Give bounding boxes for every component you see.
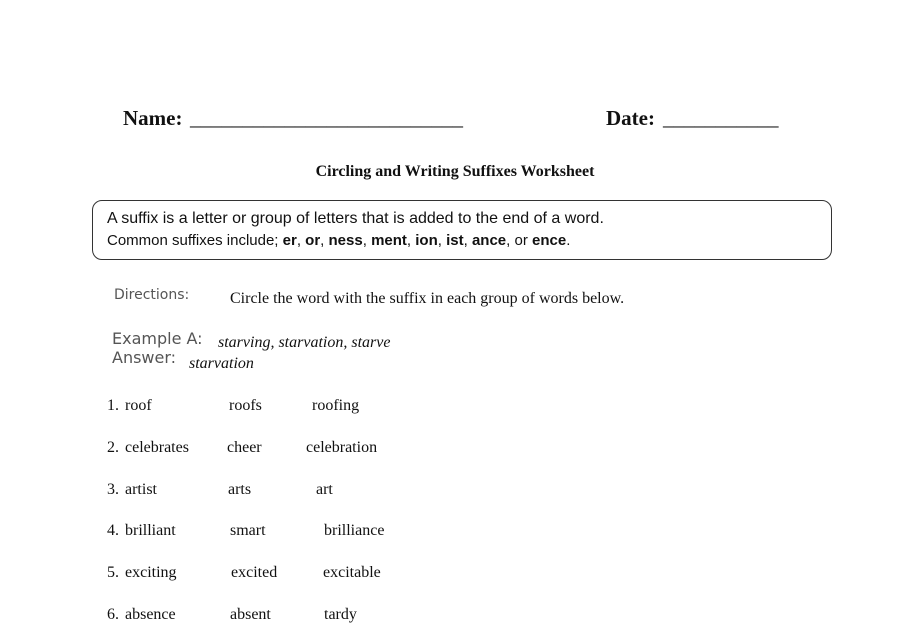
- question-number: 3.: [107, 481, 119, 498]
- suffix-item: ment: [371, 232, 407, 249]
- suffix-info-box: [92, 200, 832, 260]
- word-option[interactable]: brilliant: [125, 522, 176, 539]
- word-option[interactable]: absent: [230, 606, 271, 623]
- date-blank[interactable]: ___________: [663, 106, 779, 130]
- question-number: 2.: [107, 439, 119, 456]
- word-option[interactable]: absence: [125, 606, 176, 623]
- word-option[interactable]: artist: [125, 481, 157, 498]
- directions-text: Circle the word with the suffix in each group of words below.: [230, 290, 625, 307]
- word-option[interactable]: exciting: [125, 564, 177, 581]
- word-option[interactable]: art: [316, 481, 333, 498]
- word-option[interactable]: celebration: [306, 439, 378, 456]
- common-suffixes-prefix: Common suffixes include;: [107, 232, 283, 249]
- name-blank[interactable]: __________________________: [190, 106, 463, 130]
- name-label: Name:: [123, 106, 183, 130]
- question-number: 1.: [107, 397, 119, 414]
- word-option[interactable]: roofs: [229, 397, 262, 414]
- suffix-item: ance: [471, 232, 507, 249]
- example-answer: starvation: [189, 355, 254, 372]
- directions-label: Directions:: [114, 287, 190, 303]
- suffix-item: ist: [446, 232, 464, 249]
- word-option[interactable]: excitable: [323, 564, 381, 581]
- suffix-item: ness: [328, 232, 363, 249]
- word-option[interactable]: cheer: [227, 439, 262, 456]
- example-words: starving, starvation, starve: [218, 334, 391, 351]
- worksheet-title: Circling and Writing Suffixes Worksheet: [315, 163, 595, 180]
- suffix-definition: A suffix is a letter or group of letters that is added to the end of a word.: [107, 210, 604, 227]
- question-number: 5.: [107, 564, 119, 581]
- date-label: Date:: [606, 106, 655, 130]
- line-end: .: [566, 232, 571, 249]
- word-option[interactable]: brilliance: [324, 522, 385, 539]
- word-option[interactable]: roofing: [312, 397, 360, 414]
- suffix-item: ence: [532, 232, 567, 249]
- word-option[interactable]: arts: [228, 481, 252, 498]
- word-option[interactable]: smart: [230, 522, 266, 539]
- word-option[interactable]: tardy: [324, 606, 357, 623]
- word-option[interactable]: roof: [125, 397, 152, 414]
- question-number: 6.: [107, 606, 119, 623]
- question-number: 4.: [107, 522, 119, 539]
- word-option[interactable]: celebrates: [125, 439, 189, 456]
- suffix-item: ion: [415, 232, 438, 249]
- common-suffixes-line: Common suffixes include; er, or, ness, ment, ion, ist, ance, or ence.: [107, 232, 571, 249]
- suffix-item: er: [282, 232, 297, 249]
- suffix-or: or: [514, 232, 528, 249]
- suffix-item: or: [305, 232, 321, 249]
- answer-label: Answer:: [112, 348, 177, 367]
- word-option[interactable]: excited: [231, 564, 278, 581]
- example-label: Example A:: [112, 329, 203, 348]
